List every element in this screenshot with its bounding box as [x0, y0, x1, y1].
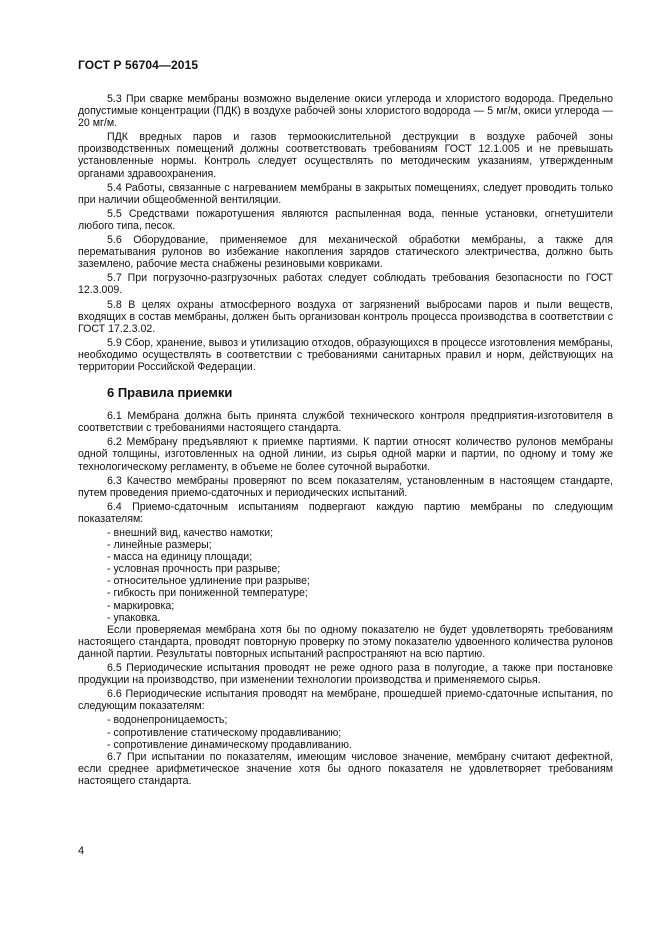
- paragraph-retest: Если проверяемая мембрана хотя бы по одному показателю не будет удовлетворять требованиям настоящего стандарта, проводят повторную проверку по этому показателю удвоенного количества рулонов данной партии. Результаты повторных испытаний распространяют на всю партию.: [78, 623, 613, 660]
- paragraph-6-2: 6.2 Мембрану предъявляют к приемке партиями. К партии относят количество рулонов мембраны одной толщины, изготовленных на одной линии, из сырья одной марки и партии, по одному и тому же технологическому регламенту, в объеме не более суточной выработки.: [78, 436, 613, 473]
- list-item: - линейные размеры;: [107, 539, 212, 552]
- list-item: - относительное удлинение при разрыве;: [107, 575, 310, 588]
- paragraph-5-3: 5.3 При сварке мембраны возможно выделение окиси углерода и хлористого водорода. Предельно допустимые концентрации (ПДК) в воздухе рабочей зоны хлористого водорода — 5 мг/м, окиси углерода — 20 мг/м.: [78, 93, 613, 130]
- paragraph-6-6: 6.6 Периодические испытания проводят на мембране, прошедшей приемо-сдаточные испытания, по следующим показателям:: [78, 688, 613, 713]
- paragraph-5-7: 5.7 При погрузочно-разгрузочных работах следует соблюдать требования безопасности по ГОСТ 12.3.009.: [78, 272, 613, 297]
- list-item: - сопротивление статическому продавливанию;: [107, 726, 342, 739]
- paragraph-5-8: 5.8 В целях охраны атмосферного воздуха от загрязнений выбросами паров и пыли веществ, входящих в состав мембраны, должен быть организован контроль процесса производства в соответствии с ГОСТ 17.2.3.02.: [78, 298, 613, 335]
- periodic-list: [78, 714, 613, 750]
- list-item: - маркировка;: [107, 599, 175, 612]
- list-item: - водонепроницаемость;: [107, 714, 228, 727]
- paragraph-5-6: 5.6 Оборудование, применяемое для механической обработки мембраны, а также для перематывания рулонов во избежание накопления зарядов статического электричества, должно быть заземлено, рабочие места снабжены резиновыми ковриками.: [78, 234, 613, 271]
- page-number: 4: [78, 845, 85, 857]
- document-body: [78, 93, 613, 789]
- paragraph-6-7: 6.7 При испытании по показателям, имеющим числовое значение, мембрану считают дефектной, если среднее арифметическое значение хотя бы одного показателя не удовлетворяет требованиям настоящего стандарта.: [78, 750, 613, 787]
- paragraph-6-4: 6.4 Приемо-сдаточным испытаниям подвергают каждую партию мембраны по следующим показателям:: [78, 500, 613, 525]
- paragraph-5-4: 5.4 Работы, связанные с нагреванием мембраны в закрытых помещениях, следует проводить только при наличии общеобменной вентиляции.: [78, 181, 613, 206]
- list-item: - сопротивление динамическому продавливанию.: [107, 738, 352, 751]
- paragraph-pdk: ПДК вредных паров и газов термоокислительной деструкции в воздухе рабочей зоны производственных помещений должны соответствовать требованиям ГОСТ 12.1.005 и не превышать установленные нормы. Контроль следует осуществлять по методическим указаниям, утвержденным органами здравоохранения.: [78, 131, 613, 180]
- list-item: - внешний вид, качество намотки;: [107, 527, 274, 539]
- section-heading: 6 Правила приемки: [107, 385, 233, 401]
- paragraph-5-9: 5.9 Сбор, хранение, вывоз и утилизацию отходов, образующихся в процессе изготовления мембраны, необходимо осуществлять в соответствии с требованиями санитарных правил и норм, действующих на территории Российской Федерации.: [78, 336, 613, 373]
- list-item: - гибкость при пониженной температуре;: [107, 587, 308, 600]
- list-item: - масса на единицу площади;: [107, 551, 253, 564]
- paragraph-6-1: 6.1 Мембрана должна быть принята службой технического контроля предприятия-изготовителя в соответствии с требованиями настоящего стандарта.: [78, 410, 613, 435]
- document-header: ГОСТ Р 56704—2015: [78, 58, 199, 72]
- list-item: - условная прочность при разрыве;: [107, 563, 281, 576]
- paragraph-5-5: 5.5 Средствами пожаротушения являются распыленная вода, пенные установки, огнетушители любого типа, песок.: [78, 207, 613, 232]
- list-item: - упаковка.: [107, 611, 161, 624]
- safety-paragraphs: [78, 93, 613, 373]
- paragraph-6-5: 6.5 Периодические испытания проводят не реже одного раза в полугодие, а также при постановке продукции на производство, при изменении технологии производства и применяемого сырья.: [78, 662, 613, 687]
- periodic-paragraphs: [78, 624, 613, 713]
- acceptance-list: [78, 527, 613, 624]
- acceptance-paragraphs: [78, 410, 613, 525]
- paragraph-6-3: 6.3 Качество мембраны проверяют по всем показателям, установленным в настоящем стандарте, путем проведения приемо-сдаточных и периодических испытаний.: [78, 474, 613, 499]
